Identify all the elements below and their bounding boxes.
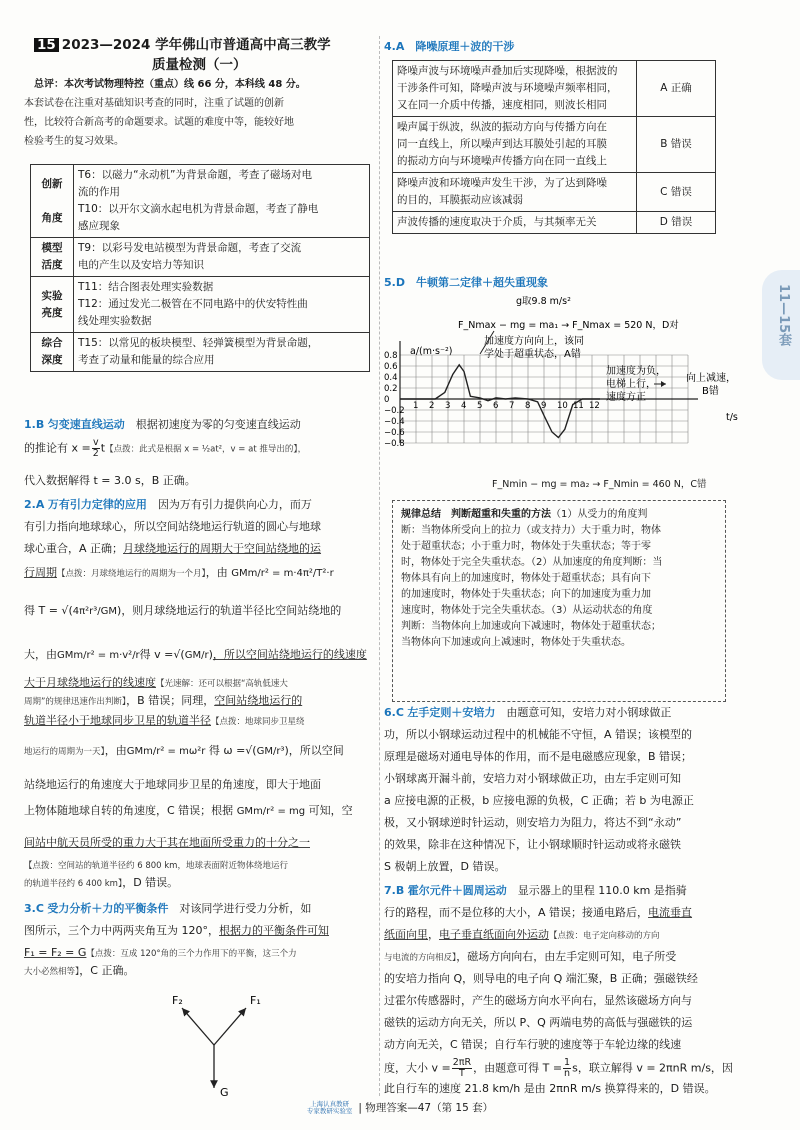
x-tick-label: 11 — [573, 401, 584, 411]
g-value-note: g取9.8 m/s² — [516, 296, 571, 307]
table-row: 实验 亮度 T11：结合图表处理实验数据 T12：通过发光二极管在不同电路中的伏安特性曲 线处理实验数据 — [31, 277, 370, 333]
set-number-badge: 15 — [34, 38, 59, 52]
y-tick-label: 0.2 — [384, 384, 398, 394]
x-tick-label: 4 — [461, 401, 467, 411]
q2-line: 有引力指向地球球心，所以空间站绕地运行轨道的圆心与地球 — [24, 520, 321, 533]
y-axis-label: a/(m·s⁻²) — [410, 346, 453, 357]
q7-line: 与电流的方向相反】，磁场方向向右，由左手定则可知，电子所受 — [384, 950, 677, 963]
eq-top: F_Nmax − mg = ma₁ → F_Nmax = 520 N，D对 — [458, 320, 679, 331]
annotation-up: 加速度方向向上，该同 — [484, 336, 584, 347]
q7-line: 行的路程，而不是位移的大小，A 错误；接通电路后，电流垂直 — [384, 906, 693, 919]
q2-line: 周期”的规律迅速作出判断】，B 错误；同理，空间站绕地运行的 — [24, 694, 303, 707]
x-tick-label: 2 — [429, 401, 435, 411]
publisher-logo: 上海认真教研 专家教研实验室 — [306, 1100, 353, 1115]
x-tick-label: 8 — [525, 401, 531, 411]
y-tick-label: −0.2 — [384, 406, 405, 416]
y-tick-label: −0.8 — [384, 439, 405, 449]
force-f2-arrow — [182, 1008, 214, 1045]
rule-summary-head: 规律总结 — [401, 509, 441, 520]
q2-line: 的轨道半径约 6 400 km】，D 错误。 — [24, 876, 179, 889]
q4-table — [392, 60, 716, 234]
table-row: 声波传播的速度取决于介质，与其频率无关 D 错误 — [393, 212, 716, 234]
q5-heading: 5.D 牛顿第二定律＋超失重现象 — [384, 276, 548, 289]
q2-line: 站绕地运行的角速度大于地球同步卫星的角速度，即大于地面 — [24, 778, 321, 791]
annotation-decel: B错 — [702, 386, 719, 397]
rule-summary-box: 规律总结 判断超重和失重的方法（1）从受力的角度判 断：当物体所受向上的拉力（或支持力）大于重力时，物体 处于超重状态；小于重力时，物体处于失重状态；等于零 时，物体处于完全失重状态。（2）从加速度的角度判断：当 物体具有向上的加速度时，物体处于超重状态；具有向下 的加速度时，物体处于失重状态；向下的加速度为重力加 速度时，物体处于完全失重状态。（3）从运动状态的角度 判断：当物体向上加速或向下减速时，物体处于超重状态； 当物体向下加速或向上减速时，物体处于失重状态。 — [392, 500, 726, 702]
q3-line: 图所示，三个力中两两夹角互为 120°，根据力的平衡条件可知 — [24, 924, 329, 937]
eq-bottom: F_Nmin − mg = ma₂ → F_Nmin = 460 N，C错 — [492, 479, 707, 490]
annotation-up: 学处于超重状态，A错 — [484, 349, 581, 360]
annotation-down: 速度方正 — [606, 392, 646, 403]
q7-line: 7.B 霍尔元件＋圆周运动 显示器上的里程 110.0 km 是指骑 — [384, 884, 687, 897]
force-f1-arrow — [214, 1008, 246, 1045]
q2-line: 【点拨：空间站的轨道半径约 6 800 km，地球表面附近物体绕地运行 — [24, 861, 288, 871]
table-row: 降噪声波与环境噪声叠加后实现降噪，根据波的 干涉条件可知，降噪声波与环境噪声频率相同， 又在同一介质中传播，速度相同，则波长相同 A 正确 — [393, 61, 716, 117]
table-row: 综合 深度 T15：以常见的板块模型、轻弹簧模型为背景命题， 考查了动量和能量的综合应用 — [31, 333, 370, 372]
table-row: 模型 活度 T9：以彩号发电站模型为背景命题，考查了交流 电的产生以及安培力等知识 — [31, 238, 370, 277]
acceleration-chart — [384, 294, 760, 494]
q6-line: 极，又小钢球逆时针运动，则安培力为阻力，将达不到“永动” — [384, 816, 682, 829]
table-row: 噪声属于纵波，纵波的振动方向与传播方向在 同一直线上，所以噪声到达耳膜处引起的耳膜 的振动方向与环境噪声传播方向在同一直线上 B 错误 — [393, 117, 716, 173]
page-footer: 上海认真教研 专家教研实验室 | 物理答案—47（第 15 套） — [306, 1100, 494, 1115]
q3-line: F₁ = F₂ = G【点拨：互成 120°角的三个力作用下的平衡，这三个力 — [24, 946, 297, 959]
q3-line: 3.C 受力分析＋力的平衡条件 对该同学进行受力分析，如 — [24, 902, 312, 915]
set-range-tab: 11—15套 — [762, 270, 800, 380]
summary-line: 检验考生的复习效果。 — [24, 136, 124, 147]
y-tick-label: 0 — [384, 395, 390, 405]
q2-line: 间站中航天员所受的重力大于其在地面所受重力的十分之一 — [24, 836, 310, 849]
page-number: 物理答案—47（第 15 套） — [365, 1102, 494, 1114]
q2-line: 轨道半径小于地球同步卫星的轨道半径【点拨：地球同步卫星绕 — [24, 714, 305, 727]
q7-line: 过霍尔传感器时，产生的磁场方向水平向右，显然该磁场方向与 — [384, 994, 692, 1007]
summary-line: 总评：本次考试物理特控（重点）线 66 分，本科线 48 分。 — [34, 79, 306, 90]
q6-line: S 极朝上放置，D 错误。 — [384, 860, 506, 873]
q7-line: 纸面向里，电子垂直纸面向外运动【点拨：电子定向移动的方向 — [384, 928, 660, 941]
title-line-2: 质量检测（一） — [152, 57, 247, 73]
x-tick-label: 10 — [557, 401, 568, 411]
q2-line: 上物体随地球自转的角速度，C 错误；根据 GMm/r² = mg 可知，空 — [24, 804, 353, 817]
x-tick-label: 9 — [541, 401, 547, 411]
x-tick-label: 6 — [493, 401, 499, 411]
f1-label: F₁ — [250, 994, 261, 1007]
q2-line: 地运行的周期为一天】，由GMm/r² = mω²r 得 ω =√(GM/r³)，所以空间 — [24, 744, 344, 757]
q4-heading: 4.A 降噪原理＋波的干涉 — [384, 40, 515, 53]
x-tick-label: 1 — [413, 401, 419, 411]
q7-line: 动方向无关，C 错误；自行车行驶的速度等于车轮边缘的线速 — [384, 1038, 682, 1051]
summary-line: 本套试卷在注重对基础知识考查的同时，注重了试题的创新 — [24, 98, 284, 109]
q2-line: 得 T = √(4π²r³/GM)，则月球绕地运行的轨道半径比空间站绕地的 — [24, 604, 342, 617]
x-tick-label: 12 — [589, 401, 600, 411]
q6-line: 小钢球离开漏斗前，安培力对小钢球做正功，由左手定则可知 — [384, 772, 681, 785]
y-tick-label: 0.8 — [384, 351, 398, 361]
q7-line: 此自行车的速度 21.8 km/h 是由 2πnR m/s 换算得来的，D 错误。 — [384, 1082, 716, 1095]
q7-line: 磁铁的运动方向无关，所以 P、Q 两端电势的高低与强磁铁的运 — [384, 1016, 693, 1029]
column-divider — [379, 36, 380, 1096]
q7-line: 的安培力指向 Q，则导电的电子向 Q 端汇聚，B 正确；强磁铁经 — [384, 972, 698, 985]
y-tick-label: 0.4 — [384, 373, 398, 383]
x-tick-label: 3 — [445, 401, 451, 411]
q1-line: 代入数据解得 t = 3.0 s，B 正确。 — [24, 474, 196, 487]
q1-line: 的推论有 x = $\frac{v}{2}$ t【点拨：此式是根据 x = ½at²，v = at 推导出的】， — [24, 437, 307, 459]
annotation-down: 加速度为负， — [606, 366, 666, 377]
annotation-decel: 向上减速， — [686, 373, 736, 384]
feature-table — [30, 164, 370, 372]
force-diagram — [144, 990, 284, 1100]
q2-line: 2.A 万有引力定律的应用 因为万有引力提供向心力，而万 — [24, 498, 312, 511]
q3-line: 大小必然相等】，C 正确。 — [24, 964, 135, 977]
q2-line: 大，由GMm/r² = m·v²/r得 v =√(GM/r)，所以空间站绕地运行的线速度 — [24, 648, 367, 661]
x-tick-label: 5 — [477, 401, 483, 411]
q6-line: 的效果，除非在这种情况下，让小钢球顺时针运动或将永磁铁 — [384, 838, 681, 851]
table-row: 降噪声波和环境噪声发生干涉，为了达到降噪 的目的，耳膜振动应该减弱 C 错误 — [393, 173, 716, 212]
title-line-1: 15 2023—2024 学年佛山市普通高中高三教学 — [34, 38, 331, 52]
q2-line: 行周期【点拨：月球绕地运行的周期为一个月】，由 GMm/r² = m·4π²/T²·r — [24, 566, 334, 579]
x-tick-label: 7 — [509, 401, 515, 411]
summary-line: 性，比较符合新高考的命题要求。试题的难度中等，能较好地 — [24, 117, 294, 128]
q6-line: 原理是磁场对通电导体的作用，而不是电磁感应现象，B 错误； — [384, 750, 693, 763]
x-axis-label: t/s — [726, 412, 738, 423]
q6-line: 功，所以小钢球运动过程中的机械能不守恒，A 错误；该模型的 — [384, 728, 693, 741]
q6-line: a 应接电源的正极，b 应接电源的负极，C 正确；若 b 为电源正 — [384, 794, 694, 807]
q2-line: 大于月球绕地运行的线速度【光速解：还可以根据“高轨低速大 — [24, 676, 288, 689]
y-tick-label: −0.6 — [384, 428, 405, 438]
q2-line: 球心重合，A 正确；月球绕地运行的周期大于空间站绕地的运 — [24, 542, 322, 555]
annotation-down: 电梯上行， — [606, 379, 656, 390]
q1-line: 1.B 匀变速直线运动 根据初速度为零的匀变速直线运动 — [24, 418, 301, 431]
g-label: G — [220, 1086, 229, 1099]
q6-line: 6.C 左手定则＋安培力 由题意可知，安培力对小钢球做正 — [384, 706, 672, 719]
f2-label: F₂ — [172, 994, 183, 1007]
table-row: 创新 角度 T6：以磁力“永动机”为背景命题，考查了磁场对电 流的作用 T10：以开尔文滴水起电机为背景命题，考查了静电 感应现象 — [31, 165, 370, 238]
y-tick-label: −0.4 — [384, 417, 405, 427]
q7-line: 度，大小 v = $\frac{2\pi R}{T}$ ，由题意可得 T = $\frac{1}{n}$ s，联立解得 v = 2πnR m/s，因 — [384, 1057, 733, 1079]
y-tick-label: 0.6 — [384, 362, 398, 372]
